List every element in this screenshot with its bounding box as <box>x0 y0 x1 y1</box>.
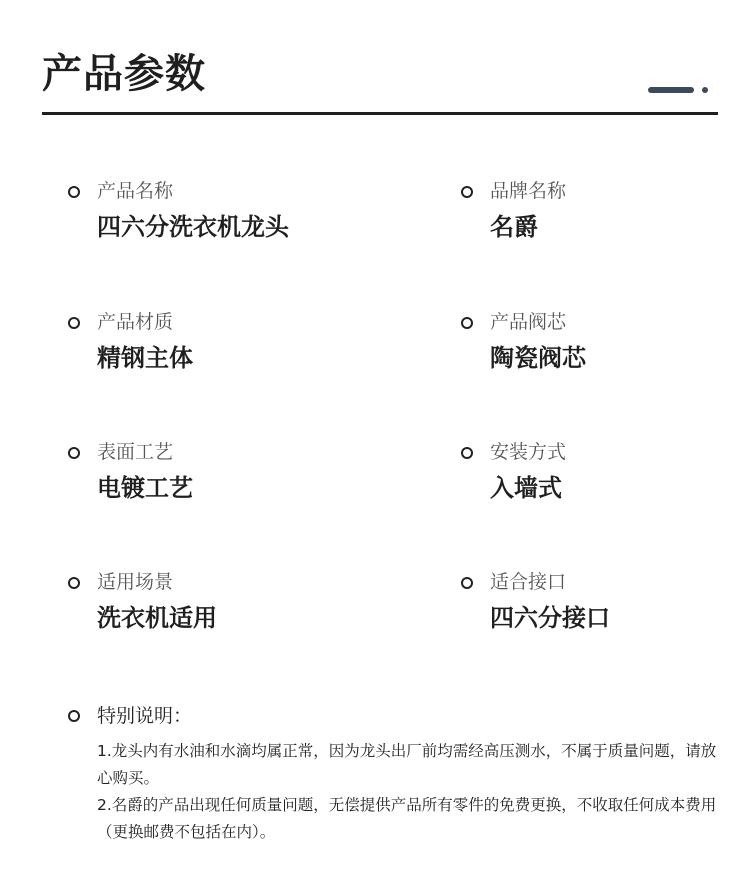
param-value: 四六分接口 <box>490 604 610 632</box>
param-label: 产品名称 <box>97 180 174 202</box>
param-surface-finish <box>68 441 368 521</box>
note-body <box>97 738 718 846</box>
param-usage <box>68 571 368 651</box>
circle-bullet-icon <box>461 577 473 589</box>
param-value: 电镀工艺 <box>97 474 193 502</box>
param-value: 名爵 <box>490 213 538 241</box>
param-valve-core <box>461 311 750 391</box>
section-header <box>42 48 718 118</box>
param-value: 入墙式 <box>490 474 562 502</box>
page-title: 产品参数 <box>42 51 206 97</box>
param-value: 四六分洗衣机龙头 <box>97 213 289 241</box>
circle-bullet-icon <box>68 447 80 459</box>
param-label: 表面工艺 <box>97 441 174 463</box>
circle-bullet-icon <box>68 186 80 198</box>
note-line: 1.龙头内有水油和水滴均属正常，因为龙头出厂前均需经高压测水，不属于质量问题，请放心购买。 <box>97 742 717 787</box>
param-label: 产品阀芯 <box>490 311 567 333</box>
circle-bullet-icon <box>461 447 473 459</box>
param-label: 品牌名称 <box>490 180 567 202</box>
param-label: 适合接口 <box>490 571 567 593</box>
circle-bullet-icon <box>68 317 80 329</box>
note-line: 2.名爵的产品出现任何质量问题，无偿提供产品所有零件的免费更换，不收取任何成本费用（更换邮费不包括在内）。 <box>97 796 717 841</box>
header-divider <box>42 112 718 115</box>
param-label: 安装方式 <box>490 441 567 463</box>
param-material <box>68 311 368 391</box>
param-interface <box>461 571 750 651</box>
param-brand-name <box>461 180 750 260</box>
param-install-type <box>461 441 750 521</box>
note-title: 特别说明： <box>97 705 193 727</box>
circle-bullet-icon <box>461 317 473 329</box>
circle-bullet-icon <box>68 577 80 589</box>
param-label: 适用场景 <box>97 571 174 593</box>
param-value: 洗衣机适用 <box>97 604 217 632</box>
param-value: 陶瓷阀芯 <box>490 344 586 372</box>
param-product-name <box>68 180 368 260</box>
param-value: 精钢主体 <box>97 344 193 372</box>
decorative-bar <box>648 87 694 93</box>
circle-bullet-icon <box>68 710 80 722</box>
decorative-dot <box>702 87 708 93</box>
param-label: 产品材质 <box>97 311 174 333</box>
circle-bullet-icon <box>461 186 473 198</box>
